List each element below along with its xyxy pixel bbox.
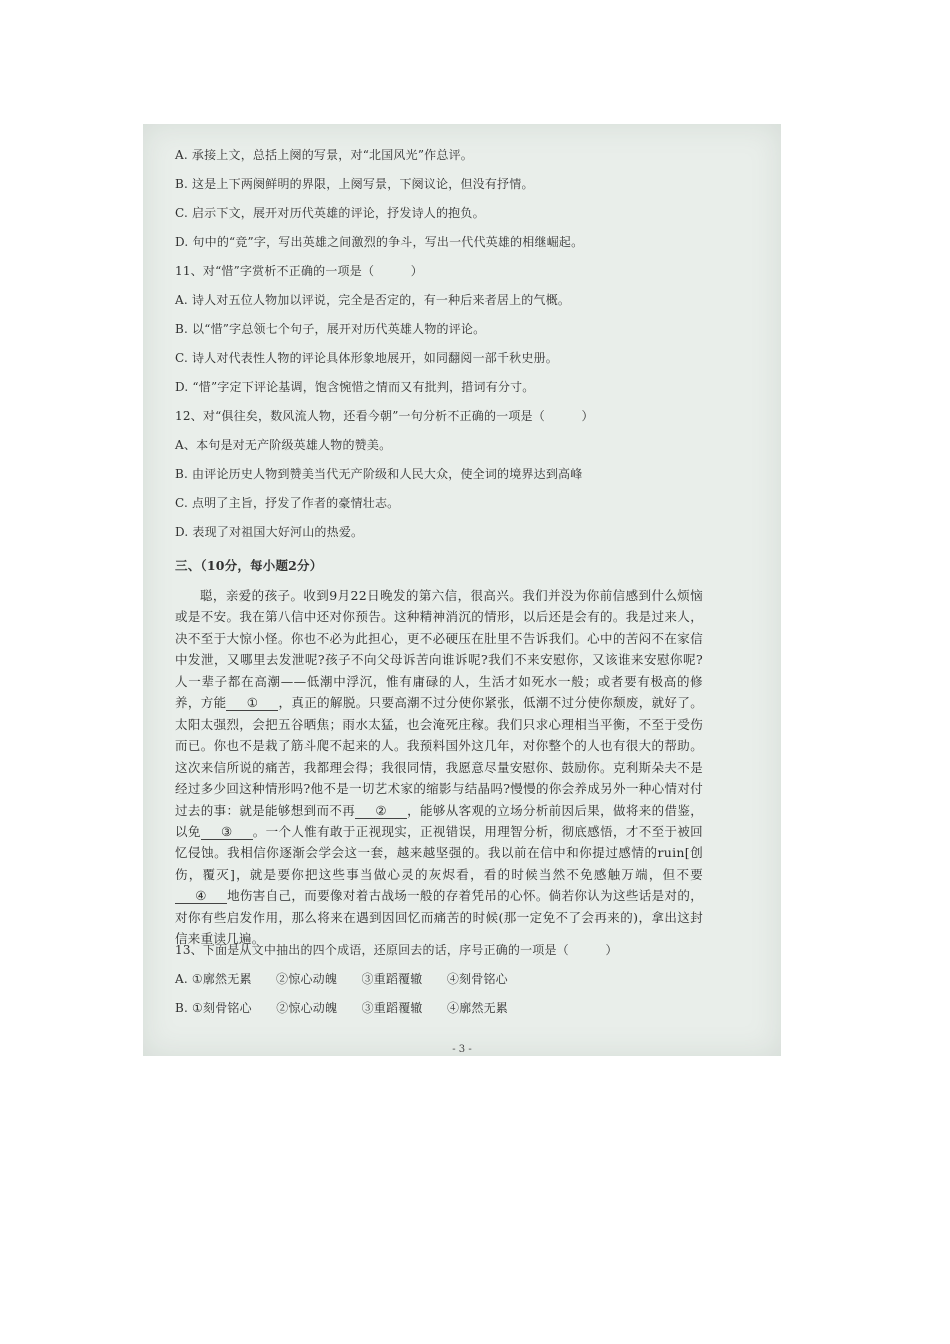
q13-option-b: B. ①刻骨铭心 ②惊心动魄 ③重蹈覆辙 ④廓然无累 [175, 1001, 509, 1015]
q12-option-b: B. 由评论历史人物到赞美当代无产阶级和人民大众，使全词的境界达到高峰 [175, 467, 583, 481]
q10-option-d: D. 句中的“竞”字，写出英雄之间激烈的争斗，写出一代代英雄的相继崛起。 [175, 235, 584, 249]
q13-stem: 13、下面是从文中抽出的四个成语，还原回去的话，序号正确的一项是（ ） [175, 943, 618, 957]
q13-option-a: A. ①廓然无累 ②惊心动魄 ③重蹈覆辙 ④刻骨铭心 [175, 972, 508, 986]
passage-part-5: 地伤害自己，而要像对着古战场一般的存着凭吊的心怀。倘若你认为这些话是对的，对你有些启发作用，那么将来在遇到因回忆而痛苦的时候(那一定免不了会再来的)，拿出这封信来重读几遍。 [175, 888, 703, 947]
q10-option-b: B. 这是上下两阕鲜明的界限，上阕写景，下阕议论，但没有抒情。 [175, 177, 534, 191]
q10-option-c: C. 启示下文，展开对历代英雄的评论，抒发诗人的抱负。 [175, 206, 485, 220]
blank-3: ③ [201, 825, 253, 840]
blank-4: ④ [175, 889, 227, 904]
passage-part-3: ，能够从客观的立场分析前因后果，做将来的借鉴，以免 [175, 802, 703, 839]
passage-part-2: ，真正的解脱。只要高潮不过分使你紧张，低潮不过分使你颓废，就好了。太阳太强烈，会把五谷晒焦；雨水太猛，也会淹死庄稼。我们只求心理相当平衡，不至于受伤而已。你也不是栽了筋斗爬不起来的人。我预料国外这几年，对你整个的人也有很大的帮助。这次来信所说的痛苦，我都理会得；我很同情，我愿意尽量安慰你、鼓励你。克利斯朵夫不是经过多少回这种情形吗?他不是一切艺术家的缩影与结晶吗?慢慢的你会养成另外一种心情对付过去的事：就是能够想到而不再 [175, 695, 704, 818]
scanned-page [143, 124, 781, 1056]
q11-option-d: D. “惜”字定下评论基调，饱含惋惜之情而又有批判，措词有分寸。 [175, 380, 535, 394]
reading-passage [175, 585, 703, 950]
q11-option-a: A. 诗人对五位人物加以评说，完全是否定的，有一种后来者居上的气概。 [175, 293, 571, 307]
q12-option-d: D. 表现了对祖国大好河山的热爱。 [175, 525, 364, 539]
q10-option-a: A. 承接上文，总括上阕的写景，对“北国风光”作总评。 [175, 148, 473, 162]
q11-option-b: B. 以“惜”字总领七个句子，展开对历代英雄人物的评论。 [175, 322, 486, 336]
page-number: - 3 - [452, 1044, 472, 1055]
section-3-heading: 三、（10分，每小题2分） [175, 558, 323, 573]
q11-stem: 11、对“惜”字赏析不正确的一项是（ ） [175, 264, 423, 278]
blank-2: ② [355, 804, 407, 819]
q12-stem: 12、对“俱往矣，数风流人物，还看今朝”一句分析不正确的一项是（ ） [175, 409, 594, 423]
passage-part-4: 。一个人惟有敢于正视现实，正视错误，用理智分析，彻底感悟，才不至于被回忆侵蚀。我相信你逐渐会学会这一套，越来越坚强的。我以前在信中和你提过感情的ruin[创伤，覆灭]，就是要你把这些事当做心灵的灰烬看，看的时候当然不免感触万端，但不要 [175, 823, 703, 882]
blank-1: ① [226, 696, 278, 711]
passage-part-1: 聪，亲爱的孩子。收到9月22日晚发的第六信，很高兴。我们并没为你前信感到什么烦恼或是不安。我在第八信中还对你预告。这种精神消沉的情形，以后还是会有的。我是过来人，决不至于大惊小怪。你也不必为此担心，更不必硬压在肚里不告诉我们。心中的苦闷不在家信中发泄，又哪里去发泄呢?孩子不向父母诉苦向谁诉呢?我们不来安慰你，又该谁来安慰你呢?人一辈子都在高潮——低潮中浮沉，惟有庸碌的人，生活才如死水一般；或者要有极高的修养，方能 [175, 588, 703, 711]
q12-option-c: C. 点明了主旨，抒发了作者的豪情壮志。 [175, 496, 400, 510]
q12-option-a: A、本句是对无产阶级英雄人物的赞美。 [175, 438, 392, 452]
q11-option-c: C. 诗人对代表性人物的评论具体形象地展开，如同翻阅一部千秋史册。 [175, 351, 558, 365]
